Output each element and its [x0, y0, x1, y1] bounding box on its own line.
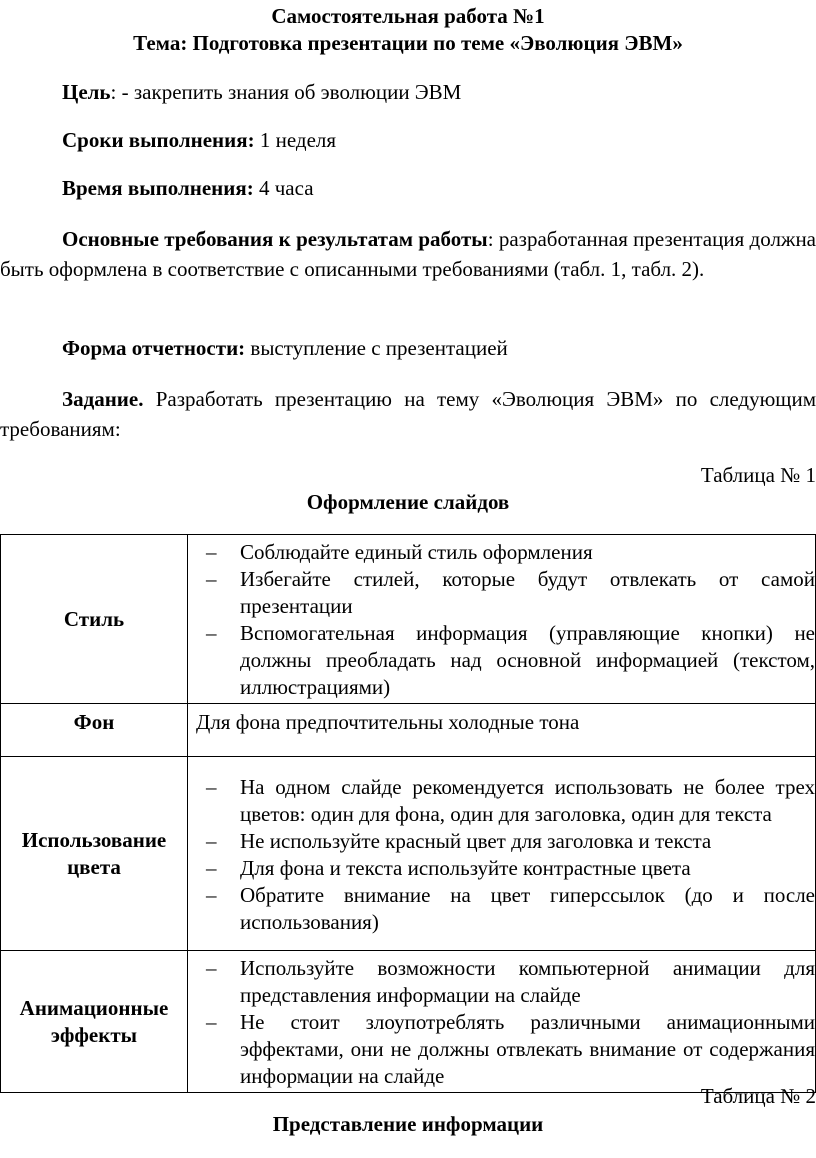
duration-label: Время выполнения: [62, 176, 254, 200]
duration-text: 4 часа [253, 176, 314, 200]
list-item: – Вспомогательная информация (управляющие кнопки) не должны преобладать над основной информацией (текстом, иллюстрациями) [196, 620, 815, 701]
goal-line [0, 79, 816, 106]
task-text: Разработать презентацию на тему «Эволюция ЭВМ» по следующим требованиям: [0, 387, 816, 441]
list-item: – Не используйте красный цвет для заголовка и текста [196, 828, 815, 855]
list-item: – Используйте возможности компьютерной анимации для представления информации на слайде [196, 955, 815, 1009]
list-item: – Избегайте стилей, которые будут отвлекать от самой презентации [196, 566, 815, 620]
table-row [1, 704, 816, 757]
deadline-text: 1 неделя [254, 128, 337, 152]
table-row [1, 757, 816, 951]
document-title: Самостоятельная работа №1 [271, 4, 545, 28]
row-label-color: Использование цвета [1, 757, 188, 951]
document-topic: Тема: Подготовка презентации по теме «Эволюция ЭВМ» [133, 31, 683, 55]
report-form-text: выступление с презентацией [245, 336, 508, 360]
slide-design-table [0, 534, 816, 1093]
table1-caption: Таблица № 1 [700, 463, 816, 487]
duration-line [0, 175, 816, 202]
requirements-label: Основные требования к результатам работы [62, 227, 488, 251]
table-row [1, 951, 816, 1093]
goal-label: Цель [62, 80, 111, 104]
requirements-text: : разработанная презентация должна быть оформлена в соответствие с описанными требованиями (табл. 1, табл. 2). [0, 227, 816, 281]
task-paragraph [0, 384, 816, 444]
table1-title: Оформление слайдов [306, 490, 510, 514]
list-item: – На одном слайде рекомендуется использовать не более трех цветов: один для фона, один для заголовка, один для текста [196, 774, 815, 828]
table-row [1, 535, 816, 704]
report-form-line [0, 335, 816, 362]
row-content-background: Для фона предпочтительны холодные тона [188, 704, 816, 757]
table2-caption: Таблица № 2 [700, 1084, 816, 1108]
row-label-background: Фон [1, 704, 188, 757]
table2-title: Представление информации [272, 1112, 544, 1136]
row-content-style [188, 535, 816, 704]
requirements-paragraph [0, 224, 816, 284]
row-content-animation [188, 951, 816, 1093]
list-item: – Для фона и текста используйте контрастные цвета [196, 855, 815, 882]
goal-text: : - закрепить знания об эволюции ЭВМ [110, 80, 462, 104]
row-content-color [188, 757, 816, 951]
deadline-label: Сроки выполнения: [62, 128, 255, 152]
row-label-animation: Анимационные эффекты [1, 951, 188, 1093]
list-item: – Соблюдайте единый стиль оформления [196, 539, 815, 566]
row-label-style: Стиль [1, 535, 188, 704]
task-label: Задание. [62, 387, 144, 411]
list-item: – Обратите внимание на цвет гиперссылок (до и после использования) [196, 882, 815, 936]
deadline-line [0, 127, 816, 154]
report-form-label: Форма отчетности: [62, 336, 246, 360]
list-item: – Не стоит злоупотреблять различными анимационными эффектами, они не должны отвлекать внимание от содержания информации на слайде [196, 1009, 815, 1090]
